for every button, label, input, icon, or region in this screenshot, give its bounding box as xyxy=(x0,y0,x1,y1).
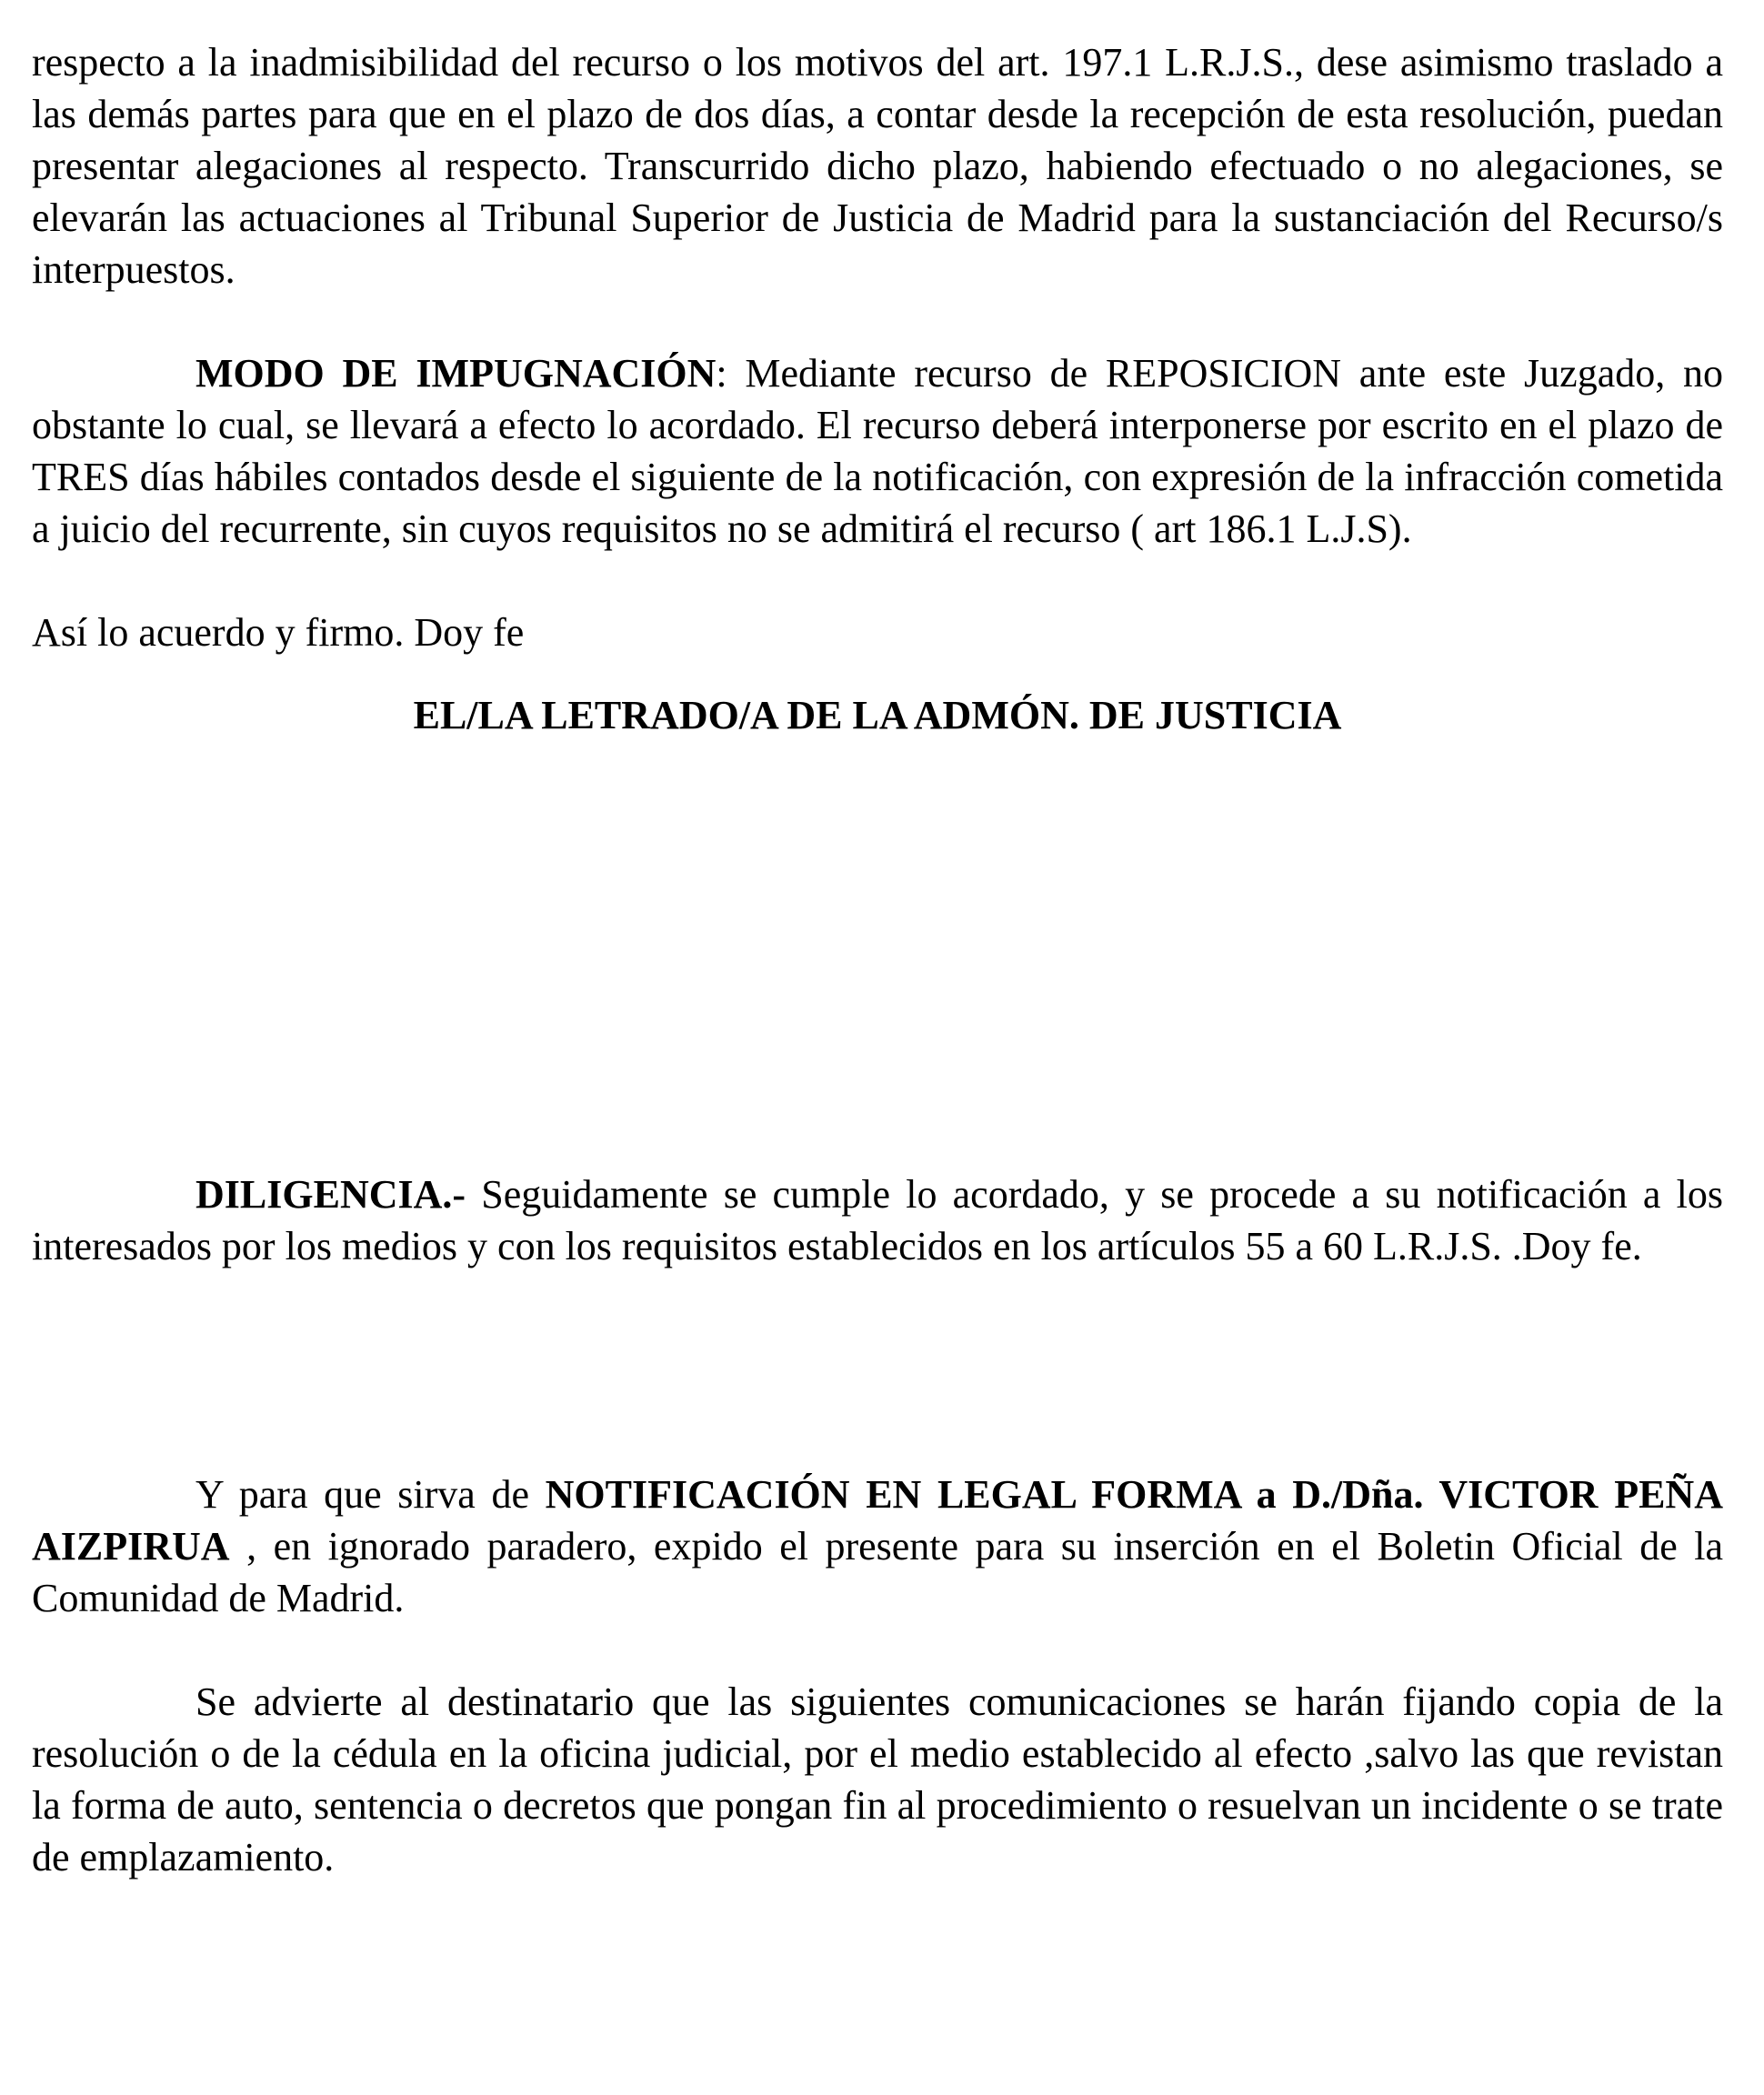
paragraph-notification xyxy=(32,1469,1723,1624)
impugnation-text: : Mediante recurso de REPOSICION ante este Juzgado, no obstante lo cual, se llevará a efecto lo acordado. El recurso deberá interponerse por escrito en el plazo de TRES días hábiles contados desde el siguiente de la notificación, con expresión de la infracción cometida a juicio del recurrente, sin cuyos requisitos no se admitirá el recurso ( art 186.1 L.J.S). xyxy=(32,351,1723,551)
paragraph-warning: Se advierte al destinatario que las siguientes comunicaciones se harán fijando copia de la resolución o de la cédula en la oficina judicial, por el medio establecido al efecto ,salvo las que revistan la forma de auto, sentencia o decretos que pongan fin al procedimiento o resuelvan un incidente o se trate de emplazamiento. xyxy=(32,1679,1723,1879)
document-page xyxy=(32,36,1723,1883)
signature-title: EL/LA LETRADO/A DE LA ADMÓN. DE JUSTICIA xyxy=(413,693,1342,737)
paragraph-agreement: Así lo acuerdo y firmo. Doy fe xyxy=(32,610,525,655)
impugnation-heading: MODO DE IMPUGNACIÓN xyxy=(195,351,717,396)
diligencia-heading: DILIGENCIA.- xyxy=(195,1172,466,1217)
notification-text: , en ignorado paradero, expido el presente para su inserción en el Boletin Oficial de la Comunidad de Madrid. xyxy=(32,1524,1723,1620)
paragraph-impugnation xyxy=(32,347,1723,555)
paragraph-admissibility: respecto a la inadmisibilidad del recurso o los motivos del art. 197.1 L.R.J.S., dese asimismo traslado a las demás partes para que en el plazo de dos días, a contar desde la recepción de esta resolución, puedan presentar alegaciones al respecto. Transcurrido dicho plazo, habiendo efectuado o no alegaciones, se elevarán las actuaciones al Tribunal Superior de Justicia de Madrid para la sustanciación del Recurso/s interpuestos. xyxy=(32,40,1723,292)
notification-lead: Y para que sirva de xyxy=(195,1472,546,1517)
diligencia-text: Seguidamente se cumple lo acordado, y se procede a su notificación a los interesados por los medios y con los requisitos establecidos en los artículos 55 a 60 L.R.J.S. .Doy fe. xyxy=(32,1172,1723,1268)
paragraph-diligencia xyxy=(32,1168,1723,1272)
notification-bold: NOTIFICACIÓN EN LEGAL FORMA a D./Dña. VICTOR PEÑA AIZPIRUA xyxy=(32,1472,1723,1569)
